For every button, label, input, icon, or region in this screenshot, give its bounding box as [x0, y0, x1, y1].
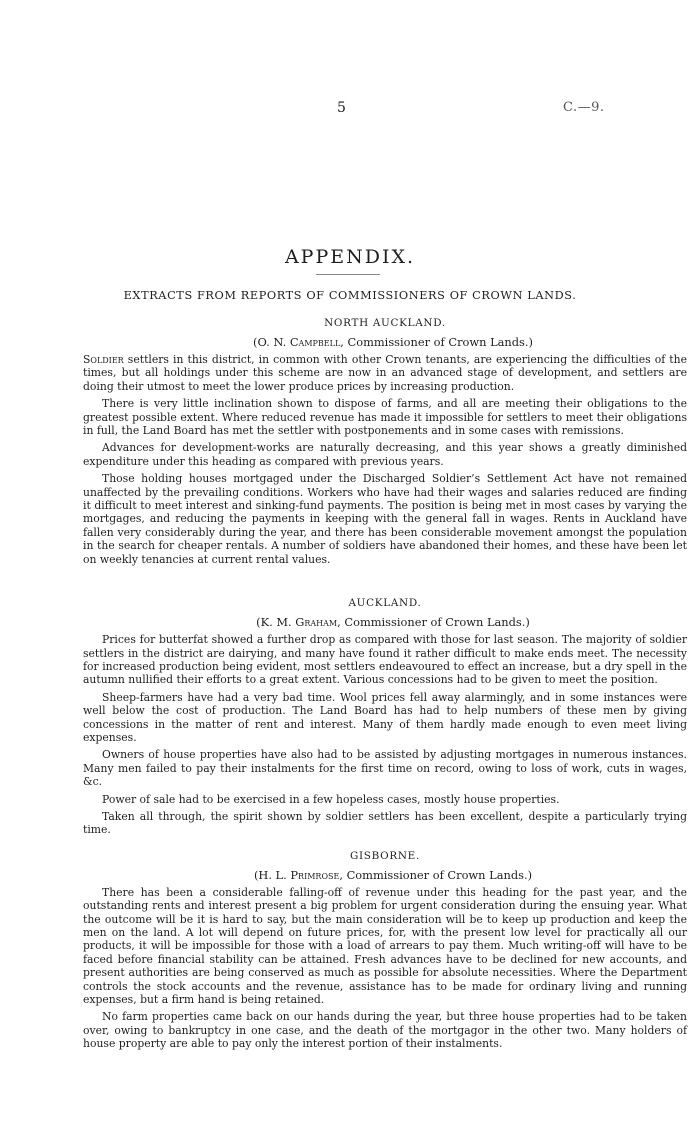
- commissioner-name: Primrose: [290, 867, 340, 882]
- commissioner-line: [83, 615, 687, 630]
- section-spacer: [83, 841, 687, 849]
- paragraph: There is very little inclination shown to dispose of farms, and all are meeting their obligations to the greatest possible extent. Where reduced revenue has made it impossible for settlers to meet their obligations in full, the Land Board has met the settler with postponements and in some cases with remissions.: [83, 397, 687, 438]
- section-gisborne: [83, 849, 687, 1051]
- paragraph: There has been a considerable falling-off of revenue under this heading for the past year, and the outstanding rents and interest present a big problem for urgent consideration during the ensuing year. What the outcome will be it is hard to say, but the main consideration will be to keep up production and keep the men on the land. A lot will depend on future prices, for, with the present low level for practically all our products, it will be impossible for those with a load of arrears to pay them. Much writing-off will have to be faced before financial stability can be attained. Fresh advances have to be declined for new accounts, and present authorities are being conserved as much as possible for absolute necessities. Where the Department controls the stock accounts and the revenue, assistance has to be made for ordinary living and running expenses, but a firm hand is being retained.: [83, 885, 687, 1007]
- commissioner-initials: (O. N.: [253, 335, 290, 349]
- section-heading: AUCKLAND.: [348, 597, 422, 610]
- paragraph: Sheep-farmers have had a very bad time. Wool prices fell away alarmingly, and in some instances were well below the cost of production. The Land Board has had to help numbers of these men by giving concessions in the matter of rent and interest. Many of them hardly made enough to even meet living expenses.: [83, 690, 687, 744]
- paragraph: Advances for development-works are naturally decreasing, and this year shows a greatly diminished expenditure under this heading as compared with previous years.: [83, 441, 687, 468]
- commissioner-name: Graham: [295, 615, 338, 630]
- commissioner-title: , Commissioner of Crown Lands.): [340, 335, 533, 349]
- paragraph: Power of sale had to be exercised in a few hopeless cases, mostly house properties.: [102, 792, 560, 806]
- appendix-title: APPENDIX.: [284, 246, 416, 268]
- section-north-auckland: [83, 316, 687, 566]
- paragraph-text: settlers in this district, in common with other Crown tenants, are experiencing the difficulties of the times, but all holdings under this scheme are now in an advanced stage of development, and settlers are doing their utmost to meet the lower produce prices by increasing production.: [83, 353, 687, 393]
- section-heading: GISBORNE.: [350, 849, 420, 862]
- section-spacer: [83, 570, 687, 596]
- section-heading: NORTH AUCKLAND.: [324, 317, 446, 329]
- commissioner-title: , Commissioner of Crown Lands.): [339, 867, 533, 882]
- paragraph: Those holding houses mortgaged under the Discharged Soldier’s Settlement Act have not remained unaffected by the prevailing conditions. Workers who have had their wages and salaries reduced are finding it difficult to meet interest and sinking-fund payments. The position is being met in most cases by varying the mortgages, and reducing the payments in keeping with the general fall in wages. Rents in Auckland have fallen very considerably during the year, and there has been considerable movement amongst the population in the search for cheaper rentals. A number of soldiers have abandoned their homes, and these have been let on weekly tenancies at current rental values.: [83, 472, 687, 566]
- paragraph: Owners of house properties have also had to be assisted by adjusting mortgages in numerous instances. Many men failed to pay their instalments for the first time on record, owing to loss of work, cuts in wages, &c.: [83, 748, 687, 789]
- paragraph: Prices for butterfat showed a further drop as compared with those for last season. The majority of soldier settlers in the district are dairying, and many have found it rather difficult to make ends meet. The necessity for increased production being evident, most settlers endeavoured to effect an increase, but a dry spell in the autumn nullified their efforts to a great extent. Various concessions had to be given to meet the position.: [83, 633, 687, 687]
- paragraph: [83, 353, 687, 393]
- extracts-subtitle: EXTRACTS FROM REPORTS OF COMMISSIONERS OF CROWN LANDS.: [123, 289, 577, 302]
- commissioner-name: Campbell: [289, 335, 341, 349]
- paragraph: No farm properties came back on our hands during the year, but three house properties had to be taken over, owing to bankruptcy in one case, and the death of the mortgagor in the other two. Many holders of house property are able to pay only the interest portion of their instalments.: [83, 1010, 687, 1051]
- title-divider: [316, 274, 380, 275]
- section-auckland: [83, 596, 687, 837]
- page-reference: C.—9.: [563, 100, 605, 115]
- report-content: [83, 316, 687, 1055]
- commissioner-line: [83, 335, 687, 350]
- lead-word: Soldier: [83, 353, 124, 366]
- commissioner-title: , Commissioner of Crown Lands.): [337, 615, 530, 630]
- commissioner-initials: (H. L.: [253, 867, 291, 882]
- page-number: 5: [337, 100, 346, 116]
- commissioner-line: [83, 868, 687, 883]
- paragraph: Taken all through, the spirit shown by soldier settlers has been excellent, despite a particularly trying time.: [83, 809, 687, 837]
- commissioner-initials: (K. M.: [256, 615, 296, 630]
